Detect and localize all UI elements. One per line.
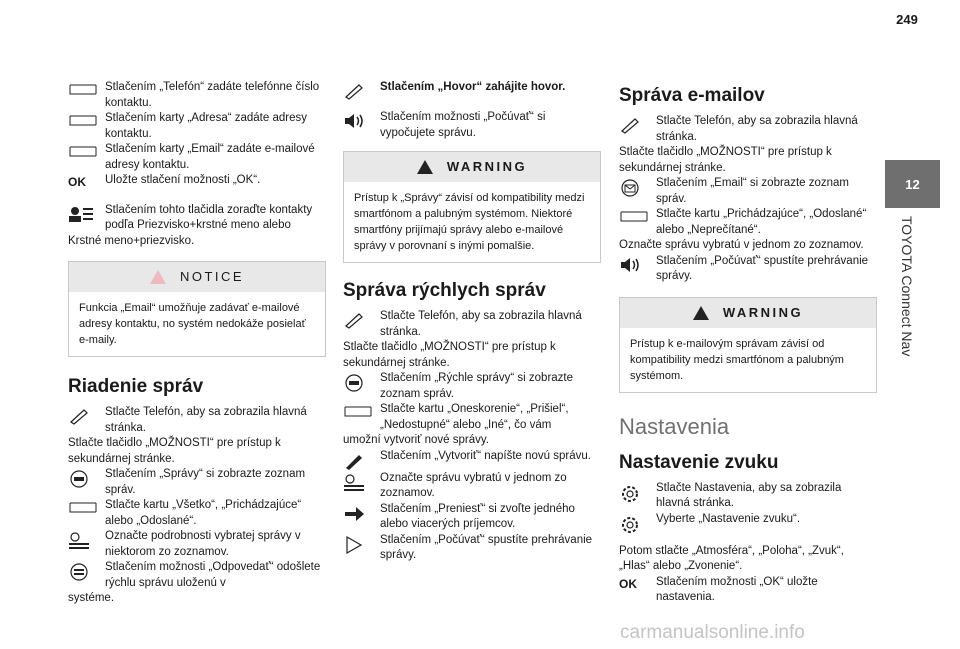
gear-icon (619, 512, 656, 536)
input-field-icon (68, 142, 105, 173)
step-text: Stlačením „Email“ si zobrazte zoznam správ. (656, 177, 850, 205)
speaker-icon (619, 254, 656, 285)
section-heading: Riadenie správ (68, 376, 204, 397)
input-field-icon (343, 402, 380, 433)
step-text: Vyberte „Nastavenie zvuku“. (656, 512, 801, 525)
play-icon (343, 533, 380, 564)
step-settings (619, 481, 877, 512)
reply-message-icon (68, 560, 105, 591)
gear-icon (619, 481, 656, 512)
step-text: Stlačením možnosti „Odpovedať“ odošlete rýchlu správu uloženú v (105, 561, 321, 589)
step-call (343, 80, 601, 100)
step-text: Stlačením „Rýchle správy“ si zobrazte zoznam správ. (380, 372, 574, 400)
step-messages (68, 467, 326, 498)
step-text-cont: Potom stlačte „Atmosféra“, „Poloha“, „Zvuk“, „Hlas“ alebo „Zvonenie“. (619, 544, 844, 572)
notice-body: Funkcia „Email“ umožňuje zadávať e-mailové adresy kontaktu, no systém nedokáže posielať e-maily. (79, 302, 306, 346)
warning-body: Prístup k „Správy“ závisí od kompatibility medzi smartfónom a palubným systémom. Niektoré smartfóny prijímajú správy alebo e-mailové správy v porovnaní s inými pomalšie. (354, 192, 585, 252)
step-text: Stlačte Telefón, aby sa zobrazila hlavná stránka. (105, 406, 307, 434)
step-text: Stlačením možnosti „OK“ uložte nastavenia. (656, 575, 818, 603)
notice-header (69, 262, 325, 292)
warning-title: WARNING (446, 159, 528, 175)
step-text: Stlačením tohto tlačidla zoraďte kontakty podľa Priezvisko+krstné meno alebo (105, 203, 313, 231)
step-text: Stlačte Nastavenia, aby sa zobrazila hlavná stránka. (656, 481, 842, 509)
ok-icon: OK (619, 576, 637, 591)
step-tabs (68, 498, 326, 529)
step-listen (343, 110, 601, 141)
step-text-cont: systéme. (68, 592, 115, 604)
notice-title: NOTICE (179, 269, 245, 285)
step-text-cont: Krstné meno+priezvisko. (68, 234, 195, 247)
step-text: Stlačením „Vytvoriť“ napíšte novú správu. (380, 449, 591, 462)
step-select (343, 471, 601, 502)
step-text-cont: umožní vytvoriť nové správy. (343, 434, 489, 446)
column-2 (343, 80, 601, 564)
warning-box (619, 297, 877, 393)
step-text-cont: Stlačte tlačidlo „MOŽNOSTI“ pre prístup k sekundárnej stránke. (619, 146, 832, 174)
chapter-side-title: TOYOTA Connect Nav (899, 216, 915, 357)
step-tabs (619, 207, 877, 238)
input-field-icon (68, 80, 105, 111)
step-text: Stlačte kartu „Všetko“, „Prichádzajúce“ alebo „Odoslané“. (105, 499, 302, 527)
input-field-icon (68, 498, 105, 529)
warning-header (344, 152, 600, 182)
step-text: Stlačením „Preniesť“ si zvoľte jedného alebo viacerých príjemcov. (380, 502, 575, 530)
step-text: Stlačením karty „Adresa“ zadáte adresy kontaktu. (105, 112, 307, 140)
input-field-icon (68, 111, 105, 142)
column-3 (619, 80, 877, 606)
warning-triangle-icon (417, 160, 433, 174)
forward-arrow-icon (343, 502, 380, 533)
pencil-icon (343, 309, 380, 340)
step-text: Uložte stlačení možnosti „OK“. (105, 174, 261, 186)
step-address (68, 111, 326, 142)
message-bubble-icon (68, 467, 105, 498)
step-text-cont: Stlačte tlačidlo „MOŽNOSTI“ pre prístup k sekundárnej stránke. (68, 437, 281, 465)
warning-triangle-icon (150, 270, 166, 284)
section-heading: Nastavenie zvuku (619, 451, 779, 473)
step-text: Stlačením „Telefón“ zadáte telefónne číslo kontaktu. (105, 81, 320, 109)
speaker-icon (343, 110, 380, 141)
section-title: Nastavenia (619, 413, 730, 439)
pencil-icon (619, 114, 656, 145)
step-details (68, 529, 326, 560)
step-text: Stlačením karty „Email“ zadáte e-mailové adresy kontaktu. (105, 143, 315, 171)
watermark: carmanualsonline.info (620, 622, 805, 643)
contact-sort-icon (68, 203, 105, 234)
step-text: Stlačením „Počúvať“ spustíte prehrávanie správy. (656, 254, 869, 282)
step-phone-home (343, 309, 601, 340)
input-field-icon (619, 207, 656, 238)
warning-header (620, 298, 876, 328)
step-play (619, 254, 877, 285)
step-phone (68, 80, 326, 111)
step-save (68, 173, 326, 191)
details-list-icon (68, 529, 105, 560)
step-text: Stlačte Telefón, aby sa zobrazila hlavná stránka. (656, 115, 858, 143)
pencil-icon (68, 405, 105, 436)
step-tabs (343, 402, 601, 433)
step-text: Stlačením „Hovor“ zahájite hovor. (380, 81, 566, 93)
pencil-icon (343, 80, 380, 100)
step-email (68, 142, 326, 173)
notice-box (68, 261, 326, 357)
step-sound-settings (619, 512, 877, 536)
warning-body: Prístup k e-mailovým správam závisí od kompatibility medzi smartfónom a palubným systémom. (630, 337, 844, 382)
warning-triangle-icon (693, 306, 709, 320)
edit-pen-icon (343, 449, 380, 471)
step-text: Stlačením možnosti „Počúvať“ si vypočujete správu. (380, 111, 546, 139)
step-quick-messages (343, 371, 601, 402)
step-play (343, 533, 601, 564)
step-save (619, 575, 877, 606)
email-icon (619, 176, 656, 207)
message-bubble-icon (343, 371, 380, 402)
step-email-list (619, 176, 877, 207)
step-text: Stlačte kartu „Oneskorenie“, „Prišiel“, „Nedostupné“ alebo „Iné“, čo vám (380, 403, 569, 431)
step-phone-home (68, 405, 326, 436)
ok-icon: OK (68, 175, 86, 189)
step-create (343, 449, 601, 471)
step-text: Stlačením „Počúvať“ spustíte prehrávanie správy. (380, 533, 593, 561)
section-heading: Správa e-mailov (619, 85, 765, 106)
step-text: Stlačte kartu „Prichádzajúce“, „Odoslané“ alebo „Neprečítané“. (656, 208, 867, 236)
step-text: Označte správu vybratú v jednom zo zoznamov. (380, 471, 567, 499)
step-sort (68, 203, 326, 234)
step-text: Stlačte Telefón, aby sa zobrazila hlavná stránka. (380, 310, 582, 338)
warning-title: WARNING (722, 304, 804, 320)
step-text-cont: Označte správu vybratú v jednom zo zoznamov. (619, 239, 864, 251)
step-text-cont: Stlačte tlačidlo „MOŽNOSTI“ pre prístup k sekundárnej stránke. (343, 341, 556, 369)
details-list-icon (343, 471, 380, 502)
step-reply (68, 560, 326, 591)
column-1 (68, 80, 326, 607)
step-phone-home (619, 114, 877, 145)
step-text: Stlačením „Správy“ si zobrazte zoznam správ. (105, 468, 306, 496)
step-forward (343, 502, 601, 533)
section-heading: Správa rýchlych správ (343, 280, 546, 301)
chapter-tab[interactable]: 12 (885, 160, 940, 208)
page-number: 249 (896, 12, 918, 27)
warning-box (343, 151, 601, 263)
step-text: Označte podrobnosti vybratej správy v niektorom zo zoznamov. (105, 530, 301, 558)
